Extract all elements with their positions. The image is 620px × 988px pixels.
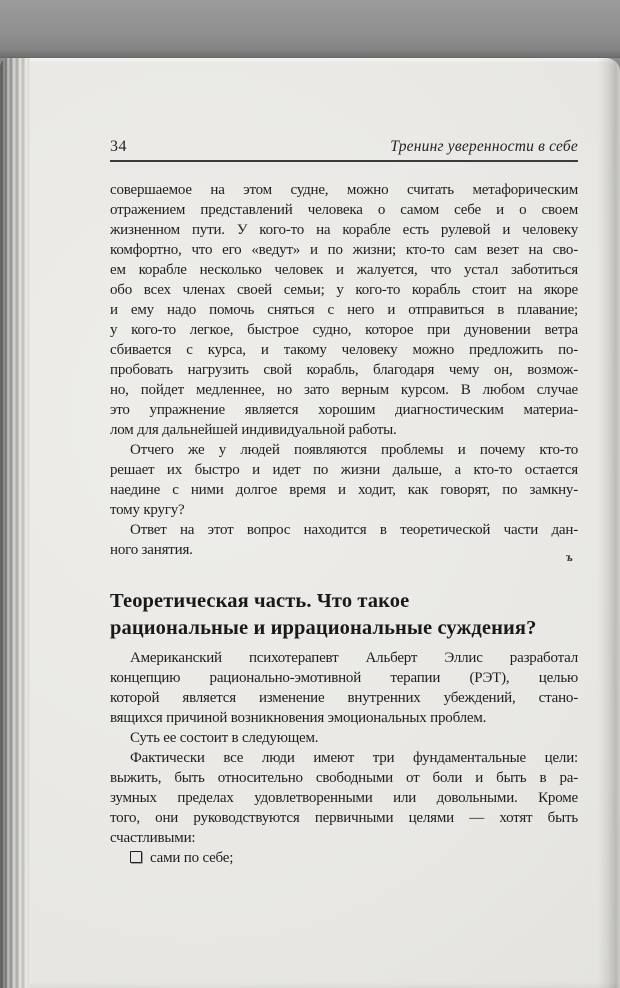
text-block [110, 138, 578, 868]
text-line: Суть ее состоит в следующем. [130, 730, 319, 746]
paragraph [110, 520, 578, 560]
scanner-background [0, 0, 620, 58]
text-line: обо всех членах своей семьи; у кого-то корабль стоит на якоре [110, 282, 578, 298]
text-line: решает их быстро и идет по жизни дальше, а кто-то остается [110, 462, 578, 478]
text-line: выжить, быть относительно свободными от боли и быть в ра- [110, 770, 578, 786]
page-edge-stack [0, 58, 30, 988]
paragraph [110, 648, 578, 728]
text-line: вящихся причиной возникновения эмоциональных проблем. [110, 710, 487, 726]
text-line: лом для дальнейшей индивидуальной работы. [110, 422, 397, 438]
text-line: жизненном пути. У кого-то на корабле есть рулевой и человеку [110, 222, 578, 238]
text-line: счастливыми: [110, 830, 196, 846]
text-line: совершаемое на этом судне, можно считать метафорическим [110, 182, 578, 198]
text-line: ем корабле несколько человек и жалуется, что устал заботиться [110, 262, 578, 278]
text-line: зумных пределах удовлетворенными или довольными. Кроме [110, 790, 578, 806]
text-line: но, пойдет медленнее, но зато верным курсом. В любом случае [110, 382, 578, 398]
text-line: тому кругу? [110, 502, 185, 518]
text-line: отражением представлений человека о самом себе и о своем [110, 202, 578, 218]
text-line: сбивается с курса, и такому человеку можно предложить по- [110, 342, 578, 358]
text-line: Отчего же у людей появляются проблемы и почему кто-то [130, 442, 578, 458]
list-item-text: сами по себе; [150, 850, 234, 866]
book-page [0, 58, 620, 988]
page-right-shadow [598, 58, 620, 988]
text-line: у кого-то легкое, быстрое судно, которое при дуновении ветра [110, 322, 578, 338]
heading-line: Теоретическая часть. Что такое [110, 590, 410, 612]
section-heading [110, 588, 578, 642]
empty-square-checkbox-icon [130, 851, 142, 863]
text-line: концепцию рационально-эмотивной терапии (РЭТ), целью [110, 670, 578, 686]
paragraph [110, 728, 578, 748]
text-line: Американский психотерапевт Альберт Эллис разработал [130, 650, 578, 666]
list-item [110, 848, 578, 868]
text-line: пробовать нагрузить свой корабль, благодаря чему он, возмож- [110, 362, 578, 378]
paragraph [110, 440, 578, 520]
page-body [110, 180, 578, 868]
text-line: того, они руководствуются первичными целями — хотят быть [110, 810, 578, 826]
text-line: ного занятия. [110, 542, 193, 558]
text-line: это упражнение является хорошим диагностическим материа- [110, 402, 578, 418]
text-line: которой является изменение внутренних убеждений, стано- [110, 690, 578, 706]
text-line: наедине с ними долгое время и ходит, как говорят, по замкну- [110, 482, 578, 498]
paragraph [110, 180, 578, 440]
running-title: Тренинг уверенности в себе [390, 138, 578, 155]
page-number: 34 [110, 138, 127, 155]
text-line: комфортно, что его «ведут» и по жизни; кто-то сам везет на сво- [110, 242, 578, 258]
text-line: Ответ на этот вопрос находится в теоретической части дан- [130, 522, 578, 538]
text-line: и ему надо помочь сняться с него и отправиться в плавание; [110, 302, 578, 318]
paragraph [110, 748, 578, 848]
page-header [110, 138, 578, 162]
heading-line: рациональные и иррациональные суждения? [110, 617, 537, 639]
text-line: Фактически все люди имеют три фундаментальные цели: [130, 750, 578, 766]
scan-speck-artifact: ъ [565, 549, 575, 565]
